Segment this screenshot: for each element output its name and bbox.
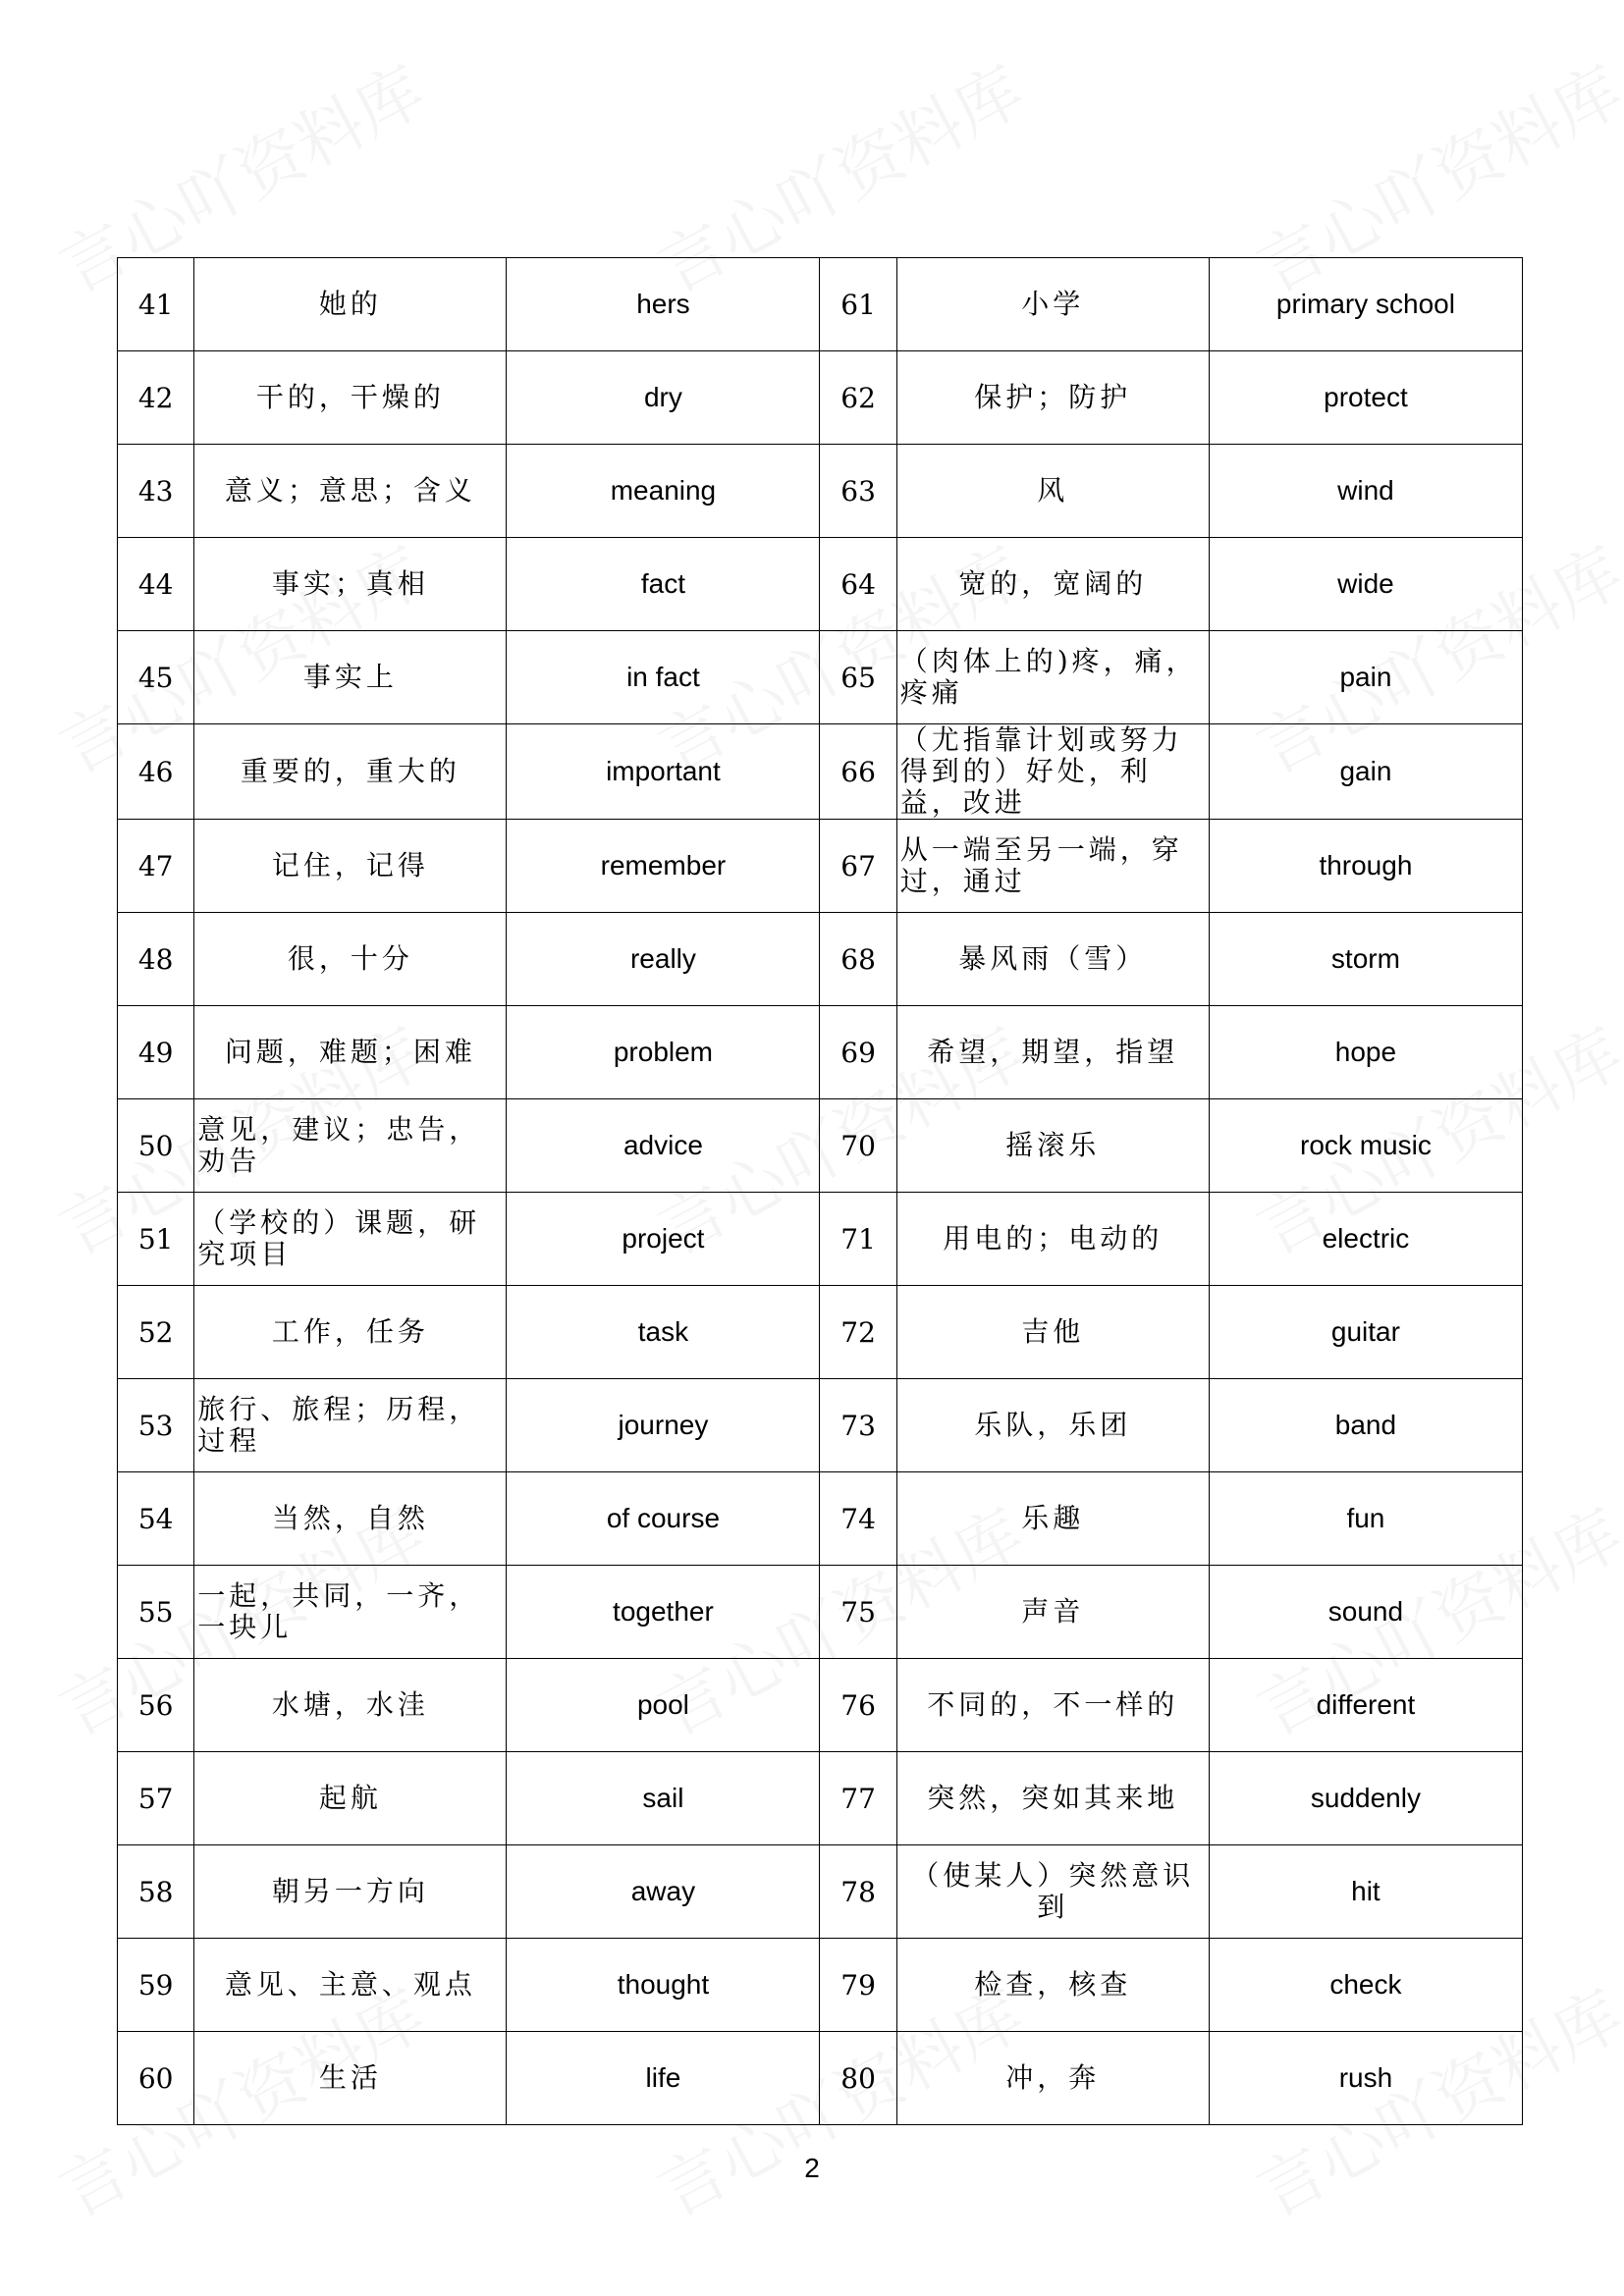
english-word: pain (1209, 631, 1522, 724)
chinese-meaning: 水塘，水洼 (194, 1659, 507, 1752)
entry-number: 54 (118, 1472, 194, 1566)
chinese-meaning: 保护；防护 (896, 351, 1209, 445)
table-row (118, 258, 1523, 351)
table-row (118, 1659, 1523, 1752)
chinese-meaning: 事实；真相 (194, 538, 507, 631)
english-word: fun (1209, 1472, 1522, 1566)
entry-number: 50 (118, 1099, 194, 1193)
english-word: journey (507, 1379, 820, 1472)
entry-number: 57 (118, 1752, 194, 1845)
chinese-meaning: （尤指靠计划或努力得到的）好处，利益，改进 (896, 724, 1209, 820)
chinese-meaning: 问题，难题；困难 (194, 1006, 507, 1099)
english-word: away (507, 1845, 820, 1939)
entry-number: 52 (118, 1286, 194, 1379)
english-word: different (1209, 1659, 1522, 1752)
table-row (118, 913, 1523, 1006)
chinese-meaning: 突然，突如其来地 (896, 1752, 1209, 1845)
chinese-meaning: 吉他 (896, 1286, 1209, 1379)
table-row (118, 1939, 1523, 2032)
entry-number: 64 (820, 538, 896, 631)
entry-number: 71 (820, 1193, 896, 1286)
entry-number: 75 (820, 1566, 896, 1659)
english-word: task (507, 1286, 820, 1379)
entry-number: 60 (118, 2032, 194, 2125)
english-word: band (1209, 1379, 1522, 1472)
chinese-meaning: 风 (896, 445, 1209, 538)
english-word: project (507, 1193, 820, 1286)
chinese-meaning: 朝另一方向 (194, 1845, 507, 1939)
entry-number: 46 (118, 724, 194, 820)
english-word: problem (507, 1006, 820, 1099)
english-word: hers (507, 258, 820, 351)
chinese-meaning: 检查，核查 (896, 1939, 1209, 2032)
entry-number: 68 (820, 913, 896, 1006)
entry-number: 79 (820, 1939, 896, 2032)
english-word: important (507, 724, 820, 820)
chinese-meaning: 摇滚乐 (896, 1099, 1209, 1193)
chinese-meaning: 意义；意思；含义 (194, 445, 507, 538)
chinese-meaning: 乐队，乐团 (896, 1379, 1209, 1472)
english-word: wide (1209, 538, 1522, 631)
chinese-meaning: 从一端至另一端，穿过，通过 (896, 820, 1209, 913)
english-word: of course (507, 1472, 820, 1566)
chinese-meaning: 干的，干燥的 (194, 351, 507, 445)
english-word: fact (507, 538, 820, 631)
chinese-meaning: 一起，共同，一齐，一块儿 (194, 1566, 507, 1659)
english-word: rush (1209, 2032, 1522, 2125)
chinese-meaning: 起航 (194, 1752, 507, 1845)
english-word: thought (507, 1939, 820, 2032)
english-word: pool (507, 1659, 820, 1752)
table-row (118, 1193, 1523, 1286)
entry-number: 44 (118, 538, 194, 631)
entry-number: 61 (820, 258, 896, 351)
entry-number: 65 (820, 631, 896, 724)
english-word: suddenly (1209, 1752, 1522, 1845)
table-row (118, 1286, 1523, 1379)
chinese-meaning: 生活 (194, 2032, 507, 2125)
chinese-meaning: 用电的；电动的 (896, 1193, 1209, 1286)
english-word: sound (1209, 1566, 1522, 1659)
chinese-meaning: 当然，自然 (194, 1472, 507, 1566)
entry-number: 63 (820, 445, 896, 538)
english-word: in fact (507, 631, 820, 724)
entry-number: 56 (118, 1659, 194, 1752)
chinese-meaning: （肉体上的)疼，痛，疼痛 (896, 631, 1209, 724)
entry-number: 78 (820, 1845, 896, 1939)
english-word: wind (1209, 445, 1522, 538)
chinese-meaning: 希望，期望，指望 (896, 1006, 1209, 1099)
chinese-meaning: 很，十分 (194, 913, 507, 1006)
english-word: through (1209, 820, 1522, 913)
table-row (118, 631, 1523, 724)
english-word: rock music (1209, 1099, 1522, 1193)
table-row (118, 1006, 1523, 1099)
entry-number: 72 (820, 1286, 896, 1379)
entry-number: 51 (118, 1193, 194, 1286)
entry-number: 77 (820, 1752, 896, 1845)
chinese-meaning: 乐趣 (896, 1472, 1209, 1566)
table-row (118, 1566, 1523, 1659)
entry-number: 42 (118, 351, 194, 445)
english-word: really (507, 913, 820, 1006)
english-word: hope (1209, 1006, 1522, 1099)
entry-number: 49 (118, 1006, 194, 1099)
english-word: life (507, 2032, 820, 2125)
entry-number: 53 (118, 1379, 194, 1472)
english-word: sail (507, 1752, 820, 1845)
chinese-meaning: 重要的，重大的 (194, 724, 507, 820)
entry-number: 55 (118, 1566, 194, 1659)
entry-number: 74 (820, 1472, 896, 1566)
entry-number: 62 (820, 351, 896, 445)
chinese-meaning: 宽的，宽阔的 (896, 538, 1209, 631)
table-row (118, 351, 1523, 445)
english-word: electric (1209, 1193, 1522, 1286)
chinese-meaning: 工作，任务 (194, 1286, 507, 1379)
english-word: hit (1209, 1845, 1522, 1939)
entry-number: 69 (820, 1006, 896, 1099)
entry-number: 45 (118, 631, 194, 724)
english-word: check (1209, 1939, 1522, 2032)
table-row (118, 445, 1523, 538)
entry-number: 67 (820, 820, 896, 913)
english-word: protect (1209, 351, 1522, 445)
table-row (118, 820, 1523, 913)
chinese-meaning: 事实上 (194, 631, 507, 724)
chinese-meaning: 冲，奔 (896, 2032, 1209, 2125)
english-word: together (507, 1566, 820, 1659)
chinese-meaning: 暴风雨（雪） (896, 913, 1209, 1006)
entry-number: 47 (118, 820, 194, 913)
english-word: remember (507, 820, 820, 913)
chinese-meaning: 她的 (194, 258, 507, 351)
entry-number: 76 (820, 1659, 896, 1752)
chinese-meaning: 记住，记得 (194, 820, 507, 913)
chinese-meaning: （学校的）课题，研究项目 (194, 1193, 507, 1286)
english-word: primary school (1209, 258, 1522, 351)
chinese-meaning: 不同的，不一样的 (896, 1659, 1209, 1752)
entry-number: 70 (820, 1099, 896, 1193)
entry-number: 48 (118, 913, 194, 1006)
table-row (118, 724, 1523, 820)
chinese-meaning: 旅行、旅程；历程，过程 (194, 1379, 507, 1472)
page-number: 2 (804, 2153, 820, 2183)
english-word: meaning (507, 445, 820, 538)
entry-number: 73 (820, 1379, 896, 1472)
chinese-meaning: （使某人）突然意识到 (896, 1845, 1209, 1939)
entry-number: 41 (118, 258, 194, 351)
chinese-meaning: 声音 (896, 1566, 1209, 1659)
english-word: guitar (1209, 1286, 1522, 1379)
table-row (118, 2032, 1523, 2125)
chinese-meaning: 小学 (896, 258, 1209, 351)
table-row (118, 1099, 1523, 1193)
chinese-meaning: 意见、主意、观点 (194, 1939, 507, 2032)
table-row (118, 1472, 1523, 1566)
vocabulary-table (117, 257, 1523, 2125)
table-row (118, 1379, 1523, 1472)
english-word: advice (507, 1099, 820, 1193)
table-row (118, 538, 1523, 631)
table-row (118, 1845, 1523, 1939)
english-word: storm (1209, 913, 1522, 1006)
table-row (118, 1752, 1523, 1845)
entry-number: 66 (820, 724, 896, 820)
entry-number: 59 (118, 1939, 194, 2032)
entry-number: 58 (118, 1845, 194, 1939)
entry-number: 43 (118, 445, 194, 538)
english-word: dry (507, 351, 820, 445)
english-word: gain (1209, 724, 1522, 820)
entry-number: 80 (820, 2032, 896, 2125)
chinese-meaning: 意见，建议；忠告，劝告 (194, 1099, 507, 1193)
